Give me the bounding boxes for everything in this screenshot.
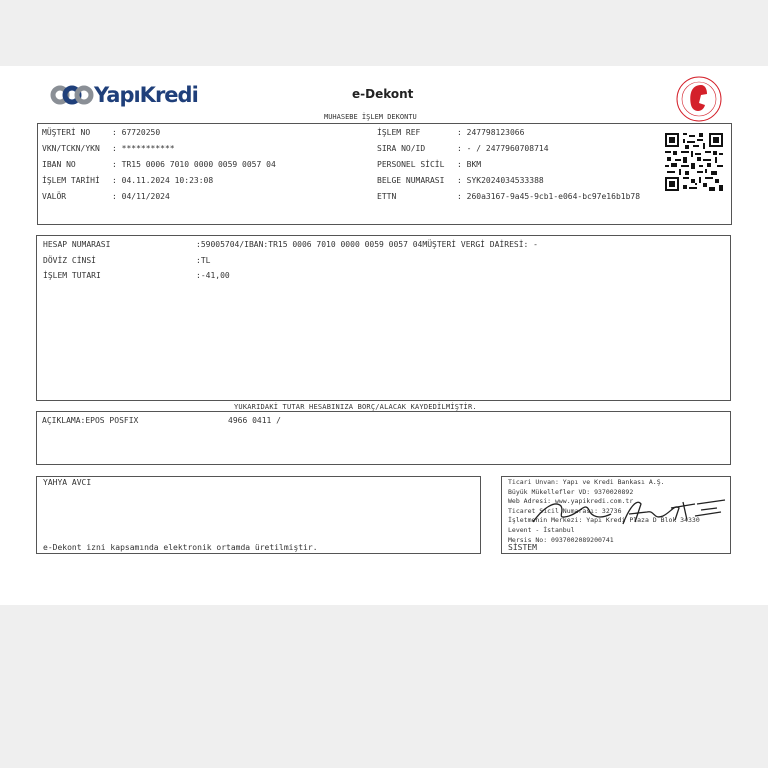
info-right-label-1: SIRA NO/ID	[377, 144, 426, 153]
info-left-value-3: : 04.11.2024 10:23:08	[112, 176, 214, 185]
account-value-0: :59005704/IBAN:TR15 0006 7010 0000 0059 0057 04MÜŞTERİ VERGİ DAİRESİ: -	[196, 240, 538, 249]
info-left-value-2: : TR15 0006 7010 0000 0059 0057 04	[112, 160, 276, 169]
bank-line-4: İşletmenin Merkezi: Yapı Kredi Plaza D Blok 34330	[508, 516, 700, 525]
info-right-value-0: : 247798123066	[457, 128, 525, 137]
yapikredi-logo	[50, 82, 198, 108]
description-value: 4966 0411 /	[228, 416, 281, 425]
ministry-seal-icon	[673, 75, 725, 123]
qr-code-icon	[665, 133, 723, 191]
info-right-value-3: : SYK2024034533388	[457, 176, 544, 185]
receipt-page	[0, 66, 768, 605]
bank-line-5: Levent - İstanbul	[508, 526, 575, 534]
system-label: SİSTEM	[508, 543, 537, 552]
info-left-label-2: IBAN NO	[42, 160, 76, 169]
info-left-label-0: MÜŞTERİ NO	[42, 128, 91, 137]
info-left-value-4: : 04/11/2024	[112, 192, 170, 201]
customer-name: YAHYA AVCI	[43, 478, 92, 487]
info-right-value-2: : BKM	[457, 160, 482, 169]
account-label-2: İŞLEM TUTARI	[43, 271, 101, 280]
yapikredi-infinity-icon	[50, 84, 94, 106]
account-label-0: HESAP NUMARASI	[43, 240, 111, 249]
info-left-value-0: : 67720250	[112, 128, 161, 137]
account-details-box	[36, 235, 731, 401]
signature-image	[525, 490, 730, 532]
bank-line-1: Büyük Mükellefler VD: 9370020892	[508, 487, 634, 496]
info-right-value-1: : - / 2477960708714	[457, 144, 549, 153]
transaction-info-box	[37, 123, 732, 225]
document-title: e-Dekont	[352, 87, 414, 101]
document-subtitle: MUHASEBE İŞLEM DEKONTU	[324, 113, 417, 121]
account-value-2: :-41,00	[196, 271, 230, 280]
account-value-1: :TL	[196, 256, 211, 265]
account-label-1: DÖVİZ CİNSİ	[43, 256, 96, 265]
info-left-label-4: VALÖR	[42, 192, 67, 201]
bank-line-2: Web Adresi: www.yapikredi.com.tr	[508, 497, 634, 506]
bank-line-6: Mersis No: 0937002089200741	[508, 535, 614, 544]
info-left-label-3: İŞLEM TARİHİ	[42, 176, 100, 185]
info-right-label-0: İŞLEM REF	[377, 128, 421, 137]
info-right-label-2: PERSONEL SİCİL	[377, 160, 445, 169]
bank-line-0: Ticari Unvan: Yapı ve Kredi Bankası A.Ş.	[508, 478, 665, 486]
info-left-value-1: : ***********	[112, 144, 175, 153]
electronic-notice: e-Dekont izni kapsamında elektronik ortamda üretilmiştir.	[43, 543, 318, 552]
info-right-label-4: ETTN	[377, 192, 397, 201]
logo-text: YapıKredi	[94, 83, 198, 107]
booking-notice: YUKARIDAKİ TUTAR HESABINIZA BORÇ/ALACAK KAYDEDİLMİŞTİR.	[234, 403, 477, 411]
info-right-label-3: BELGE NUMARASI	[377, 176, 445, 185]
description-label: AÇIKLAMA:EPOS POSFIX	[42, 416, 139, 425]
bank-line-3: Ticaret Sicil Numarası: 32736	[508, 506, 622, 515]
info-left-label-1: VKN/TCKN/YKN	[42, 144, 100, 153]
description-box	[36, 411, 731, 465]
info-right-value-4: : 260a3167-9a45-9cb1-e064-bc97e16b1b78	[457, 192, 641, 201]
